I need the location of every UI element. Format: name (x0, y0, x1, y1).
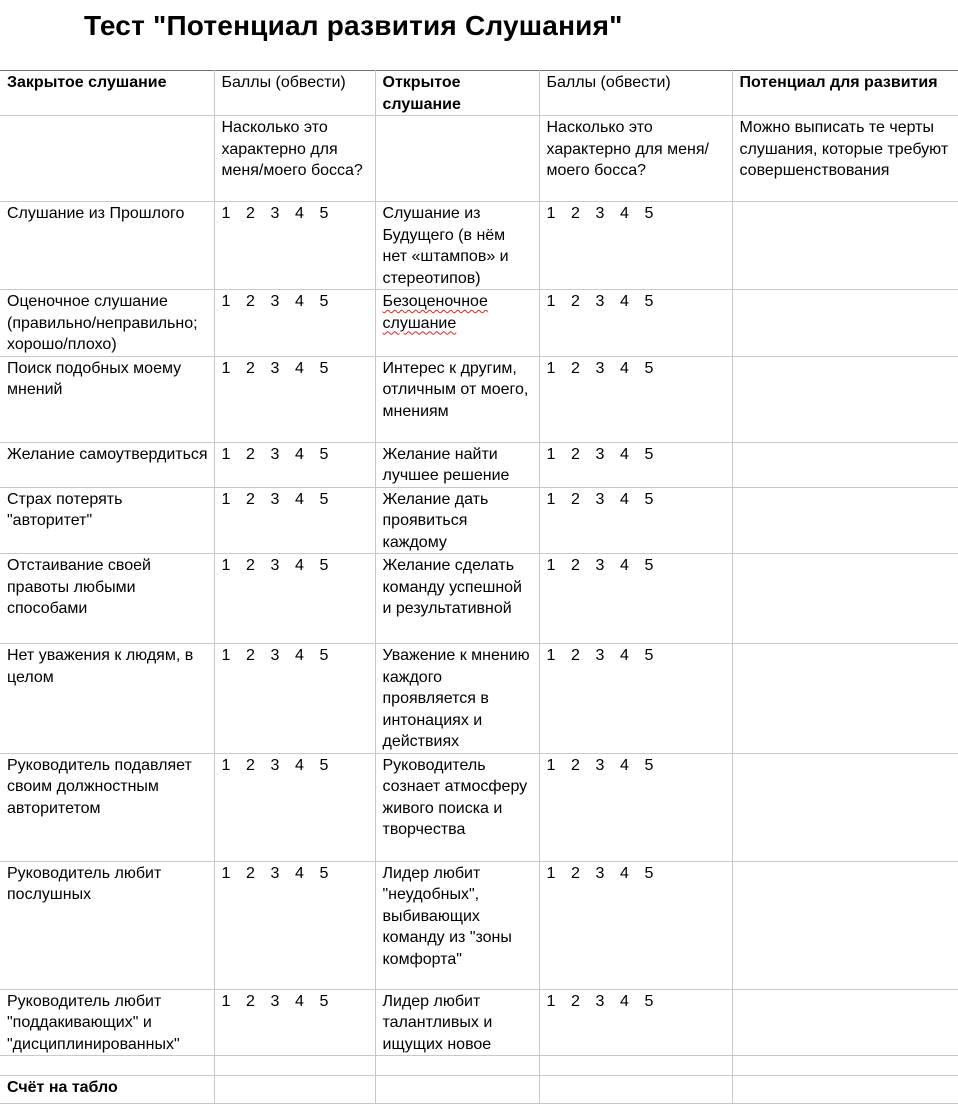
score-scale (222, 358, 370, 380)
empty-cell (539, 1056, 732, 1076)
score-cell-open (539, 356, 732, 442)
open-listening-cell: Желание найти лучшее решение (375, 442, 539, 487)
open-listening-cell: Безоценочное слушание (375, 290, 539, 357)
total-cell[interactable] (214, 1076, 375, 1104)
closed-listening-cell: Отстаивание своей правоты любыми способами (0, 554, 214, 644)
score-option[interactable]: 1 (221, 647, 231, 664)
potential-cell[interactable] (732, 356, 958, 442)
score-option[interactable]: 4 (295, 293, 304, 310)
potential-cell[interactable] (732, 644, 958, 754)
score-option[interactable]: 4 (620, 756, 629, 774)
score-option[interactable]: 5 (644, 293, 654, 310)
potential-cell[interactable] (732, 861, 958, 989)
open-listening-cell: Желание дать проявиться каждому (375, 487, 539, 554)
score-option[interactable]: 3 (270, 557, 280, 574)
score-option[interactable]: 2 (571, 647, 580, 664)
score-option[interactable]: 1 (546, 647, 556, 664)
score-option[interactable]: 1 (546, 293, 556, 310)
score-option[interactable]: 1 (546, 359, 556, 377)
score-option[interactable]: 4 (295, 445, 304, 463)
hint-potential: Можно выписать те черты слушания, которые требуют совершенствования (732, 116, 958, 202)
score-option[interactable]: 2 (246, 647, 255, 664)
score-scale (222, 555, 370, 577)
score-cell-open (539, 202, 732, 290)
closed-listening-cell: Руководитель любит послушных (0, 861, 214, 989)
potential-cell[interactable] (732, 753, 958, 861)
table-row (0, 861, 958, 989)
score-option[interactable]: 5 (319, 557, 329, 574)
header-score-closed: Баллы (обвести) (214, 71, 375, 116)
score-scale (547, 863, 727, 885)
score-option[interactable]: 3 (270, 205, 280, 222)
score-scale (222, 863, 370, 885)
score-option[interactable]: 2 (246, 756, 255, 774)
score-option[interactable]: 3 (595, 647, 605, 664)
score-option[interactable]: 4 (295, 992, 304, 1010)
score-option[interactable]: 4 (620, 864, 629, 882)
score-cell-closed (214, 989, 375, 1056)
score-option[interactable]: 4 (295, 557, 304, 574)
score-option[interactable]: 3 (270, 864, 280, 882)
closed-listening-cell: Желание самоутвердиться (0, 442, 214, 487)
open-listening-cell: Лидер любит "неудобных", выбивающих команду из "зоны комфорта" (375, 861, 539, 989)
score-option[interactable]: 3 (270, 359, 280, 377)
score-option[interactable]: 5 (644, 557, 654, 574)
table-row (0, 202, 958, 290)
score-option[interactable]: 2 (246, 557, 255, 574)
score-option[interactable]: 4 (295, 864, 304, 882)
table-row (0, 644, 958, 754)
open-listening-cell: Интерес к другим, отличным от моего, мнениям (375, 356, 539, 442)
score-option[interactable]: 3 (595, 445, 605, 463)
score-option[interactable]: 2 (246, 293, 255, 310)
score-cell-open (539, 442, 732, 487)
score-option[interactable]: 5 (319, 992, 329, 1010)
score-option[interactable]: 4 (295, 359, 304, 377)
score-option[interactable]: 3 (595, 205, 605, 222)
header-score-open: Баллы (обвести) (539, 71, 732, 116)
empty-row (0, 1056, 958, 1076)
score-cell-closed (214, 290, 375, 357)
score-scale (547, 291, 727, 313)
score-scale (222, 444, 370, 466)
score-option[interactable]: 5 (319, 864, 329, 882)
table-row (0, 753, 958, 861)
score-option[interactable]: 3 (270, 490, 280, 508)
score-option[interactable]: 5 (644, 864, 654, 882)
score-option[interactable]: 4 (620, 445, 629, 463)
score-option[interactable]: 4 (295, 647, 304, 664)
total-cell[interactable] (375, 1076, 539, 1104)
score-option[interactable]: 5 (644, 490, 654, 508)
hint-empty-cell (375, 116, 539, 202)
table-row (0, 487, 958, 554)
hint-row (0, 116, 958, 202)
score-option[interactable]: 1 (221, 992, 231, 1010)
table-row (0, 554, 958, 644)
score-cell-open (539, 487, 732, 554)
total-cell[interactable] (732, 1076, 958, 1104)
score-cell-open (539, 989, 732, 1056)
potential-cell[interactable] (732, 202, 958, 290)
score-option[interactable]: 2 (571, 445, 580, 463)
header-open-listening: Открытое слушание (375, 71, 539, 116)
empty-cell (0, 1056, 214, 1076)
score-option[interactable]: 5 (319, 205, 329, 222)
score-option[interactable]: 1 (221, 490, 231, 508)
score-option[interactable]: 2 (571, 359, 580, 377)
closed-listening-cell: Руководитель любит "поддакивающих" и "дисциплинированных" (0, 989, 214, 1056)
score-option[interactable]: 5 (644, 992, 654, 1010)
closed-listening-cell: Руководитель подавляет своим должностным авторитетом (0, 753, 214, 861)
score-option[interactable]: 1 (221, 445, 231, 463)
table-row (0, 356, 958, 442)
score-option[interactable]: 4 (295, 490, 304, 508)
closed-listening-cell: Поиск подобных моему мнений (0, 356, 214, 442)
score-cell-closed (214, 861, 375, 989)
table-row (0, 989, 958, 1056)
score-option[interactable]: 3 (270, 445, 280, 463)
empty-cell (375, 1056, 539, 1076)
score-cell-open (539, 290, 732, 357)
table-row (0, 442, 958, 487)
score-cell-closed (214, 554, 375, 644)
score-option[interactable]: 4 (295, 756, 304, 774)
score-option[interactable]: 4 (620, 992, 629, 1010)
score-option[interactable]: 5 (644, 756, 654, 774)
closed-listening-cell: Оценочное слушание (правильно/неправильно; хорошо/плохо) (0, 290, 214, 357)
score-option[interactable]: 1 (546, 557, 556, 574)
score-option[interactable]: 2 (571, 992, 580, 1010)
score-scale (222, 291, 370, 313)
open-listening-cell: Лидер любит талантливых и ищущих новое (375, 989, 539, 1056)
score-option[interactable]: 1 (221, 864, 231, 882)
empty-cell (732, 1056, 958, 1076)
score-scale (547, 203, 727, 225)
score-option[interactable]: 1 (221, 293, 231, 310)
score-option[interactable]: 3 (595, 756, 605, 774)
score-option[interactable]: 2 (246, 445, 255, 463)
score-scale (547, 991, 727, 1013)
score-option[interactable]: 4 (620, 293, 629, 310)
score-option[interactable]: 2 (246, 490, 255, 508)
score-option[interactable]: 5 (319, 359, 329, 377)
score-option[interactable]: 3 (595, 293, 605, 310)
total-label: Счёт на табло (0, 1076, 214, 1104)
score-cell-closed (214, 487, 375, 554)
total-cell[interactable] (539, 1076, 732, 1104)
score-option[interactable]: 3 (595, 864, 605, 882)
score-option[interactable]: 5 (319, 293, 329, 310)
score-option[interactable]: 2 (246, 992, 255, 1010)
score-option[interactable]: 4 (620, 647, 629, 664)
score-option[interactable]: 4 (620, 557, 629, 574)
score-scale (222, 991, 370, 1013)
open-listening-cell: Слушание из Будущего (в нём нет «штампов» и стереотипов) (375, 202, 539, 290)
score-scale (547, 755, 727, 777)
open-listening-cell: Уважение к мнению каждого проявляется в интонациях и действиях (375, 644, 539, 754)
score-scale (547, 358, 727, 380)
potential-cell[interactable] (732, 290, 958, 357)
score-option[interactable]: 3 (595, 992, 605, 1010)
score-option[interactable]: 3 (595, 359, 605, 377)
score-option[interactable]: 5 (319, 445, 329, 463)
score-option[interactable]: 5 (644, 359, 654, 377)
open-listening-cell: Руководитель сознает атмосферу живого поиска и творчества (375, 753, 539, 861)
score-option[interactable]: 1 (221, 756, 231, 774)
hint-score-closed: Насколько это характерно для меня/моего босса? (214, 116, 375, 202)
score-option[interactable]: 5 (644, 647, 654, 664)
potential-cell[interactable] (732, 989, 958, 1056)
closed-listening-cell: Слушание из Прошлого (0, 202, 214, 290)
score-option[interactable]: 2 (571, 490, 580, 508)
score-option[interactable]: 1 (221, 359, 231, 377)
score-scale (547, 444, 727, 466)
score-option[interactable]: 3 (270, 647, 280, 664)
score-option[interactable]: 1 (546, 756, 556, 774)
score-option[interactable]: 1 (221, 557, 231, 574)
hint-empty-cell (0, 116, 214, 202)
score-cell-open (539, 554, 732, 644)
score-option[interactable]: 1 (546, 490, 556, 508)
score-option[interactable]: 2 (571, 557, 580, 574)
potential-cell[interactable] (732, 554, 958, 644)
score-scale (222, 203, 370, 225)
empty-cell (214, 1056, 375, 1076)
open-listening-cell: Желание сделать команду успешной и результативной (375, 554, 539, 644)
closed-listening-cell: Страх потерять "авторитет" (0, 487, 214, 554)
score-cell-closed (214, 644, 375, 754)
score-scale (222, 755, 370, 777)
score-option[interactable]: 1 (546, 205, 556, 222)
score-scale (547, 555, 727, 577)
score-scale (222, 645, 370, 667)
score-option[interactable]: 3 (595, 490, 605, 508)
score-option[interactable]: 2 (246, 205, 255, 222)
score-option[interactable]: 3 (595, 557, 605, 574)
hint-score-open: Насколько это характерно для меня/моего босса? (539, 116, 732, 202)
score-option[interactable]: 5 (319, 647, 329, 664)
score-option[interactable]: 5 (644, 445, 654, 463)
score-scale (547, 489, 727, 511)
score-option[interactable]: 3 (270, 756, 280, 774)
score-option[interactable]: 1 (546, 445, 556, 463)
score-option[interactable]: 2 (571, 205, 580, 222)
score-scale (222, 489, 370, 511)
score-cell-closed (214, 442, 375, 487)
score-option[interactable]: 2 (246, 359, 255, 377)
score-option[interactable]: 1 (546, 992, 556, 1010)
table-row (0, 290, 958, 357)
score-cell-open (539, 644, 732, 754)
potential-cell[interactable] (732, 442, 958, 487)
score-option[interactable]: 5 (644, 205, 654, 222)
header-row (0, 71, 958, 116)
score-cell-closed (214, 356, 375, 442)
header-potential: Потенциал для развития (732, 71, 958, 116)
page-title: Тест "Потенциал развития Слушания" (84, 10, 623, 41)
header-closed-listening: Закрытое слушание (0, 71, 214, 116)
score-option[interactable]: 2 (571, 293, 580, 310)
score-option[interactable]: 5 (319, 490, 329, 508)
score-option[interactable]: 4 (620, 359, 629, 377)
score-option[interactable]: 2 (246, 864, 255, 882)
score-option[interactable]: 4 (295, 205, 304, 222)
total-row (0, 1076, 958, 1104)
score-scale (547, 645, 727, 667)
score-option[interactable]: 5 (319, 756, 329, 774)
score-cell-open (539, 861, 732, 989)
score-cell-closed (214, 202, 375, 290)
score-option[interactable]: 2 (571, 756, 580, 774)
score-option[interactable]: 3 (270, 293, 280, 310)
score-option[interactable]: 2 (571, 864, 580, 882)
score-option[interactable]: 1 (221, 205, 231, 222)
score-cell-closed (214, 753, 375, 861)
closed-listening-cell: Нет уважения к людям, в целом (0, 644, 214, 754)
score-option[interactable]: 3 (270, 992, 280, 1010)
potential-cell[interactable] (732, 487, 958, 554)
score-option[interactable]: 4 (620, 205, 629, 222)
score-cell-open (539, 753, 732, 861)
listening-test-table (0, 70, 958, 1104)
score-option[interactable]: 1 (546, 864, 556, 882)
score-option[interactable]: 4 (620, 490, 629, 508)
